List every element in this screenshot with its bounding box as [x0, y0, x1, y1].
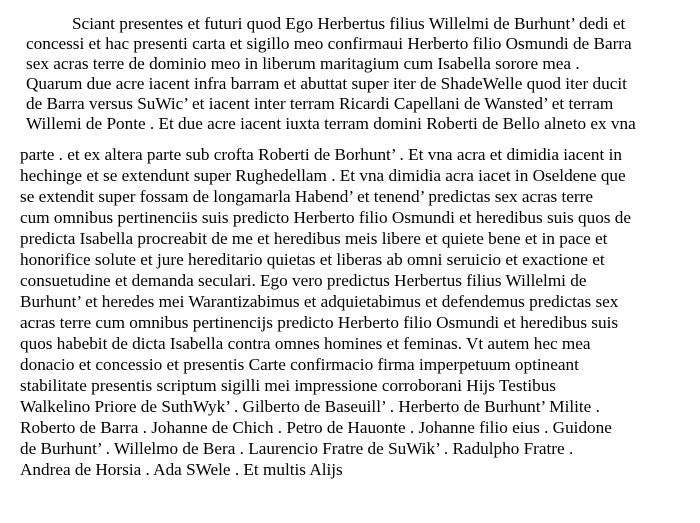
- text-line: honorifice solute et jure hereditario quietas et liberas ab omni seruicio et exactione et: [20, 250, 605, 269]
- text-line: Roberto de Barra . Johanne de Chich . Petro de Hauonte . Johanne filio eius . Guidone: [20, 418, 612, 437]
- text-line: quos habebit de dicta Isabella contra omnes homines et feminas. Vt autem hec mea: [20, 334, 591, 353]
- text-line: stabilitate presentis scriptum sigilli mei impressione corroborani Hijs Testibus: [20, 376, 556, 395]
- text-line: acras terre cum omnibus pertinencijs predicto Herberto filio Osmundi et heredibus suis: [20, 313, 619, 332]
- text-line: Willemi de Ponte . Et due acre iacent iuxta terram domini Roberti de Bello alneto ex vna: [26, 114, 636, 133]
- text-line: Sciant presentes et futuri quod Ego Herbertus filius Willelmi de Burhunt’ dedi et: [72, 14, 626, 33]
- text-line: Burhunt’ et heredes mei Warantizabimus et adquietabimus et defendemus predictas sex: [20, 292, 619, 311]
- text-line: hechinge et se extendunt super Rughedellam . Et vna dimidia acra iacet in Oseldene que: [20, 166, 626, 185]
- text-line: Quarum due acre iacent infra barram et abuttat super iter de ShadeWelle quod iter ducit: [26, 74, 627, 93]
- text-line: donacio et concessio et presentis Carte confirmacio firma imperpetuum optineant: [20, 355, 579, 374]
- text-line: predicta Isabella procreabit de me et heredibus meis libere et quiete bene et in pace et: [20, 229, 608, 248]
- text-line: sex acras terre de dominio meo in liberum maritagium cum Isabella sorore mea .: [26, 54, 580, 73]
- text-line: parte . et ex altera parte sub crofta Roberti de Borhunt’ . Et vna acra et dimidia iacent in: [20, 145, 622, 164]
- text-line: cum omnibus pertinenciis suis predicto Herberto filio Osmundi et heredibus suis quos de: [20, 208, 632, 227]
- text-line: concessi et hac presenti carta et sigillo meo confirmaui Herberto filio Osmundi de Barra: [26, 34, 632, 53]
- text-line: se extendit super fossam de longamarla Habend’ et tenend’ predictas sex acras terre: [20, 187, 593, 206]
- text-line: de Burhunt’ . Willelmo de Bera . Laurencio Fratre de SuWik’ . Radulpho Fratre .: [20, 439, 574, 458]
- text-line: Walkelino Priore de SuthWyk’ . Gilberto de Baseuill’ . Herberto de Burhunt’ Milite .: [20, 397, 600, 416]
- text-line: Andrea de Horsia . Ada SWele . Et multis Alijs: [20, 460, 343, 479]
- text-line: consuetudine et demanda seculari. Ego vero predictus Herbertus filius Willelmi de: [20, 271, 587, 290]
- text-line: de Barra versus SuWic’ et iacent inter terram Ricardi Capellani de Wansted’ et terram: [26, 94, 614, 113]
